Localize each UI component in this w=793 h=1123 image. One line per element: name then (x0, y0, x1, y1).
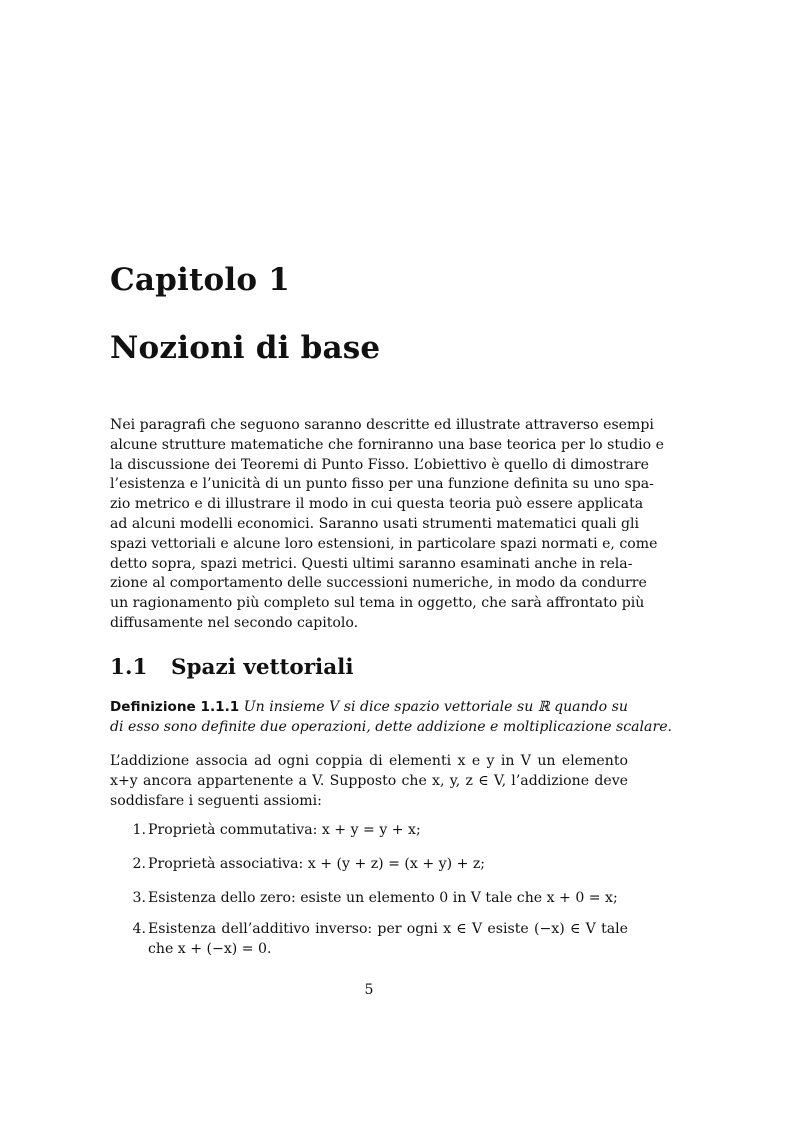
list-item (110, 856, 628, 876)
addition-line: soddisfare i seguenti assiomi: (110, 792, 322, 809)
intro-line: la discussione dei Teoremi di Punto Fisso. L’obiettivo è quello di dimostrare (110, 456, 649, 473)
intro-line: alcune strutture matematiche che forniranno una base teorica per lo studio e (110, 436, 664, 453)
list-item-text: Esistenza dello zero: esiste un elemento 0 in V tale che x + 0 = x; (148, 890, 618, 906)
addition-line: L’addizione associa ad ogni coppia di elementi x e y in V un elemento (110, 753, 628, 769)
definition-block (110, 698, 673, 738)
list-item-text: Proprietà associativa: x + (y + z) = (x + y) + z; (148, 856, 486, 872)
intro-line: ad alcuni modelli economici. Saranno usati strumenti matematici quali gli (110, 515, 640, 532)
intro-line: zione al comportamento delle successioni numeriche, in modo da condurre (110, 575, 647, 592)
section-title: Spazi vettoriali (171, 655, 354, 680)
list-item-text (148, 921, 628, 961)
intro-line: zio metrico e di illustrare il modo in cui questa teoria può essere applicata (110, 496, 644, 513)
addition-line: x+y ancora appartenente a V. Supposto che x, y, z ∈ V, l’addizione deve (110, 772, 628, 789)
intro-line: spazi vettoriali e alcune loro estensioni, in particolare spazi normati e, come (110, 535, 658, 552)
page (110, 0, 673, 1123)
intro-line: diffusamente nel secondo capitolo. (110, 614, 359, 631)
definition-text: Un insieme V si dice spazio vettoriale su ℝ quando su (243, 699, 628, 715)
intro-paragraph (110, 416, 664, 634)
list-item-number: 3. (132, 890, 146, 906)
list-item-number: 4. (132, 921, 146, 937)
intro-line: detto sopra, spazi metrici. Questi ultimi saranno esaminati anche in rela- (110, 555, 633, 572)
definition-line (110, 698, 628, 718)
list-item-number: 2. (132, 856, 146, 872)
chapter-title: Nozioni di base (110, 330, 381, 366)
addition-paragraph (110, 752, 628, 811)
page-number: 5 (364, 982, 374, 998)
section-heading (110, 655, 354, 681)
chapter-number: Capitolo 1 (110, 262, 291, 298)
definition-text: di esso sono definite due operazioni, dette addizione e moltiplicazione scalare. (110, 718, 673, 735)
definition-head: Definizione 1.1.1 (110, 699, 240, 715)
section-number: 1.1 (110, 655, 148, 680)
list-item (110, 890, 628, 910)
intro-line: l’esistenza e l’unicità di un punto fisso per una funzione definita su uno spa- (110, 476, 654, 493)
list-item (110, 822, 628, 842)
list-item-line: Esistenza dell’additivo inverso: per ogni x ∈ V esiste (−x) ∈ V tale (148, 921, 628, 937)
list-item (110, 921, 628, 957)
list-item-line: che x + (−x) = 0. (148, 940, 272, 957)
list-item-text: Proprietà commutativa: x + y = y + x; (148, 822, 421, 838)
intro-line: un ragionamento più completo sul tema in oggetto, che sarà affrontato più (110, 595, 645, 612)
list-item-number: 1. (132, 822, 146, 838)
intro-line: Nei paragrafi che seguono saranno descritte ed illustrate attraverso esempi (110, 417, 654, 433)
